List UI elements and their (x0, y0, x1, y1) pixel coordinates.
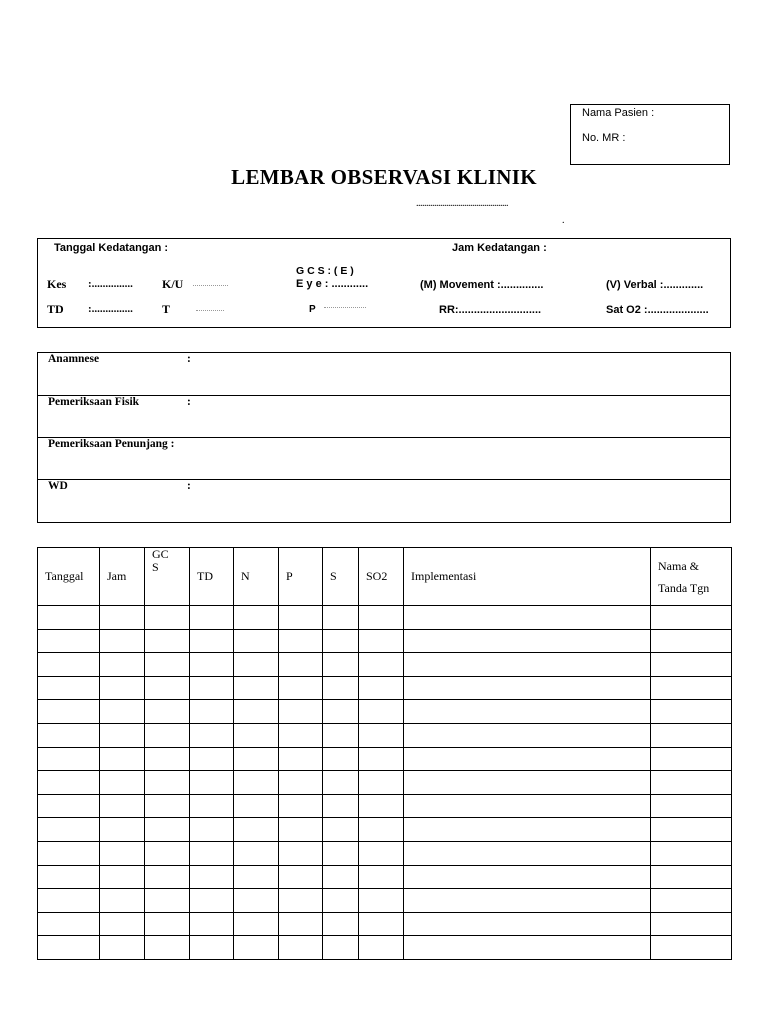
medical-record-label: No. MR : (582, 132, 626, 144)
respiration-field: RR:........................... (439, 304, 542, 316)
table-cell[interactable] (38, 629, 100, 653)
header-nama-bottom: Tanda Tgn (658, 580, 710, 595)
table-row (38, 653, 732, 677)
table-cell[interactable] (404, 841, 651, 865)
table-row (38, 841, 732, 865)
table-cell[interactable] (38, 936, 100, 960)
table-cell[interactable] (234, 606, 279, 630)
table-cell[interactable] (323, 912, 359, 936)
table-cell[interactable] (359, 700, 404, 724)
header-jam: Jam (100, 548, 145, 606)
table-cell[interactable] (279, 606, 323, 630)
table-row (38, 771, 732, 795)
table-cell[interactable] (279, 841, 323, 865)
header-s: S (323, 548, 359, 606)
table-cell[interactable] (279, 771, 323, 795)
arrival-date-label: Tanggal Kedatangan : (54, 242, 169, 254)
table-cell[interactable] (190, 606, 234, 630)
table-row (38, 676, 732, 700)
table-cell[interactable] (359, 818, 404, 842)
header-p: P (279, 548, 323, 606)
table-cell[interactable] (359, 841, 404, 865)
table-cell[interactable] (404, 723, 651, 747)
table-cell[interactable] (100, 771, 145, 795)
table-cell[interactable] (100, 653, 145, 677)
table-cell[interactable] (190, 771, 234, 795)
table-cell[interactable] (190, 841, 234, 865)
table-cell[interactable] (359, 936, 404, 960)
table-cell[interactable] (100, 676, 145, 700)
patient-name-label: Nama Pasien : (582, 107, 655, 119)
physical-exam-row (38, 395, 730, 437)
table-cell[interactable] (651, 747, 732, 771)
table-cell[interactable] (359, 889, 404, 913)
table-cell[interactable] (190, 747, 234, 771)
table-row (38, 723, 732, 747)
header-nama-top: Nama & (658, 558, 699, 573)
table-cell[interactable] (100, 747, 145, 771)
table-cell[interactable] (145, 723, 190, 747)
table-cell[interactable] (323, 865, 359, 889)
gcs-movement-field: (M) Movement :.............. (420, 279, 544, 291)
table-cell[interactable] (145, 818, 190, 842)
table-cell[interactable] (38, 676, 100, 700)
table-cell[interactable] (145, 794, 190, 818)
table-cell[interactable] (145, 889, 190, 913)
header-implementasi: Implementasi (404, 548, 651, 606)
pulse-field-line (324, 307, 366, 308)
oxygen-saturation-field: Sat O2 :.................... (606, 304, 709, 316)
table-cell[interactable] (323, 841, 359, 865)
table-cell[interactable] (359, 912, 404, 936)
gcs-verbal-field: (V) Verbal :............. (606, 279, 704, 291)
table-cell[interactable] (100, 865, 145, 889)
table-row (38, 865, 732, 889)
table-cell[interactable] (145, 653, 190, 677)
table-cell[interactable] (323, 676, 359, 700)
header-tanggal: Tanggal (38, 548, 100, 606)
table-cell[interactable] (323, 889, 359, 913)
table-cell[interactable] (323, 936, 359, 960)
table-cell[interactable] (359, 629, 404, 653)
temperature-label: T (162, 302, 171, 316)
supporting-exam-row (38, 437, 730, 479)
table-cell[interactable] (651, 606, 732, 630)
table-row (38, 889, 732, 913)
table-cell[interactable] (359, 653, 404, 677)
table-cell[interactable] (38, 723, 100, 747)
table-cell[interactable] (404, 747, 651, 771)
table-cell[interactable] (190, 818, 234, 842)
header-gcs-top: GC (152, 547, 169, 561)
header-nama-tanda-tangan (651, 548, 732, 606)
table-cell[interactable] (404, 889, 651, 913)
anamnese-label: Anamnese (48, 353, 100, 365)
table-row (38, 912, 732, 936)
table-cell[interactable] (404, 794, 651, 818)
table-cell[interactable] (279, 865, 323, 889)
table-cell[interactable] (145, 676, 190, 700)
working-diagnosis-label: WD (48, 480, 68, 492)
arrival-time-label: Jam Kedatangan : (452, 242, 547, 254)
table-cell[interactable] (100, 841, 145, 865)
table-cell[interactable] (145, 747, 190, 771)
table-cell[interactable] (279, 676, 323, 700)
table-cell[interactable] (190, 653, 234, 677)
table-cell[interactable] (404, 771, 651, 795)
table-cell[interactable] (279, 794, 323, 818)
subtitle-dotted-line: .............................................. (416, 198, 508, 209)
table-cell[interactable] (359, 723, 404, 747)
table-row (38, 629, 732, 653)
table-cell[interactable] (234, 818, 279, 842)
table-cell[interactable] (323, 747, 359, 771)
table-cell[interactable] (38, 818, 100, 842)
table-cell[interactable] (323, 629, 359, 653)
table-row (38, 794, 732, 818)
table-cell[interactable] (404, 629, 651, 653)
table-cell[interactable] (323, 700, 359, 724)
table-cell[interactable] (100, 889, 145, 913)
table-cell[interactable] (145, 865, 190, 889)
table-cell[interactable] (651, 889, 732, 913)
table-cell[interactable] (651, 794, 732, 818)
form-title: LEMBAR OBSERVASI KLINIK (231, 165, 537, 189)
table-cell[interactable] (100, 936, 145, 960)
physical-exam-label: Pemeriksaan Fisik (48, 396, 140, 408)
table-cell[interactable] (404, 936, 651, 960)
working-diagnosis-row (38, 479, 730, 521)
table-row (38, 818, 732, 842)
anamnese-colon: : (187, 353, 191, 365)
table-cell[interactable] (38, 700, 100, 724)
table-cell[interactable] (651, 841, 732, 865)
table-cell[interactable] (279, 936, 323, 960)
table-cell[interactable] (38, 865, 100, 889)
table-cell[interactable] (38, 771, 100, 795)
table-cell[interactable] (323, 771, 359, 795)
table-cell[interactable] (234, 771, 279, 795)
pulse-label: P (309, 304, 316, 315)
table-cell[interactable] (190, 936, 234, 960)
table-cell[interactable] (323, 794, 359, 818)
table-cell[interactable] (234, 629, 279, 653)
table-cell[interactable] (323, 723, 359, 747)
td-field: :............... (88, 303, 133, 315)
table-cell[interactable] (359, 747, 404, 771)
table-row (38, 700, 732, 724)
header-gcs (145, 548, 190, 606)
table-cell[interactable] (145, 700, 190, 724)
td-label: TD (47, 302, 64, 316)
table-cell[interactable] (234, 723, 279, 747)
table-cell[interactable] (359, 676, 404, 700)
header-td: TD (190, 548, 234, 606)
table-cell[interactable] (359, 771, 404, 795)
arrival-vitals-box (37, 238, 731, 328)
table-cell[interactable] (279, 889, 323, 913)
table-cell[interactable] (651, 771, 732, 795)
table-header-row (38, 548, 732, 606)
table-cell[interactable] (145, 606, 190, 630)
table-cell[interactable] (234, 653, 279, 677)
table-cell[interactable] (651, 912, 732, 936)
table-cell[interactable] (38, 889, 100, 913)
table-cell[interactable] (359, 606, 404, 630)
table-cell[interactable] (404, 653, 651, 677)
gcs-label: G C S : ( E ) (296, 265, 354, 277)
table-cell[interactable] (38, 653, 100, 677)
table-row (38, 606, 732, 630)
table-cell[interactable] (234, 936, 279, 960)
table-cell[interactable] (651, 936, 732, 960)
table-cell[interactable] (651, 676, 732, 700)
table-cell[interactable] (404, 818, 651, 842)
table-cell[interactable] (100, 629, 145, 653)
anamnese-row (38, 353, 730, 395)
observation-table-body (38, 606, 732, 960)
table-cell[interactable] (190, 889, 234, 913)
table-row (38, 936, 732, 960)
table-cell[interactable] (404, 606, 651, 630)
header-gcs-bottom: S (152, 560, 159, 574)
table-cell[interactable] (190, 700, 234, 724)
table-cell[interactable] (234, 912, 279, 936)
table-cell[interactable] (404, 912, 651, 936)
table-cell[interactable] (651, 723, 732, 747)
table-cell[interactable] (100, 912, 145, 936)
subtitle-dot: . (562, 215, 565, 226)
table-cell[interactable] (323, 606, 359, 630)
table-cell[interactable] (234, 889, 279, 913)
table-cell[interactable] (651, 818, 732, 842)
table-cell[interactable] (359, 794, 404, 818)
table-cell[interactable] (38, 841, 100, 865)
table-cell[interactable] (190, 676, 234, 700)
table-cell[interactable] (38, 747, 100, 771)
table-cell[interactable] (100, 818, 145, 842)
table-cell[interactable] (145, 936, 190, 960)
table-cell[interactable] (651, 629, 732, 653)
observation-table (37, 547, 732, 960)
ku-label: K/U (162, 277, 184, 291)
table-cell[interactable] (323, 653, 359, 677)
clinical-notes-box (37, 352, 731, 523)
table-cell[interactable] (145, 771, 190, 795)
table-cell[interactable] (279, 912, 323, 936)
table-cell[interactable] (145, 629, 190, 653)
table-cell[interactable] (190, 629, 234, 653)
table-cell[interactable] (234, 747, 279, 771)
kes-label: Kes (47, 277, 67, 291)
table-cell[interactable] (279, 818, 323, 842)
supporting-exam-label: Pemeriksaan Penunjang : (48, 438, 175, 450)
table-cell[interactable] (279, 747, 323, 771)
table-cell[interactable] (190, 723, 234, 747)
table-cell[interactable] (145, 912, 190, 936)
table-cell[interactable] (100, 794, 145, 818)
table-cell[interactable] (651, 865, 732, 889)
table-cell[interactable] (234, 676, 279, 700)
table-cell[interactable] (234, 794, 279, 818)
table-cell[interactable] (279, 700, 323, 724)
table-cell[interactable] (404, 865, 651, 889)
ku-field-line (193, 285, 228, 286)
physical-exam-colon: : (187, 396, 191, 408)
table-cell[interactable] (234, 841, 279, 865)
header-so2: SO2 (359, 548, 404, 606)
table-cell[interactable] (234, 700, 279, 724)
temperature-field-line (196, 310, 224, 311)
table-cell[interactable] (100, 606, 145, 630)
table-cell[interactable] (359, 865, 404, 889)
gcs-eye-field: E y e : ............ (296, 278, 369, 290)
table-cell[interactable] (279, 653, 323, 677)
table-cell[interactable] (323, 818, 359, 842)
patient-info-box (570, 104, 730, 165)
table-cell[interactable] (651, 653, 732, 677)
table-cell[interactable] (279, 723, 323, 747)
kes-field: :............... (88, 278, 133, 290)
table-cell[interactable] (100, 723, 145, 747)
table-cell[interactable] (38, 794, 100, 818)
table-cell[interactable] (404, 700, 651, 724)
header-n: N (234, 548, 279, 606)
table-cell[interactable] (279, 629, 323, 653)
table-cell[interactable] (190, 912, 234, 936)
table-cell[interactable] (190, 865, 234, 889)
table-cell[interactable] (100, 700, 145, 724)
table-cell[interactable] (38, 606, 100, 630)
table-cell[interactable] (404, 676, 651, 700)
table-cell[interactable] (234, 865, 279, 889)
table-cell[interactable] (190, 794, 234, 818)
table-cell[interactable] (145, 841, 190, 865)
working-diagnosis-colon: : (187, 480, 191, 492)
table-cell[interactable] (38, 912, 100, 936)
table-cell[interactable] (651, 700, 732, 724)
table-row (38, 747, 732, 771)
